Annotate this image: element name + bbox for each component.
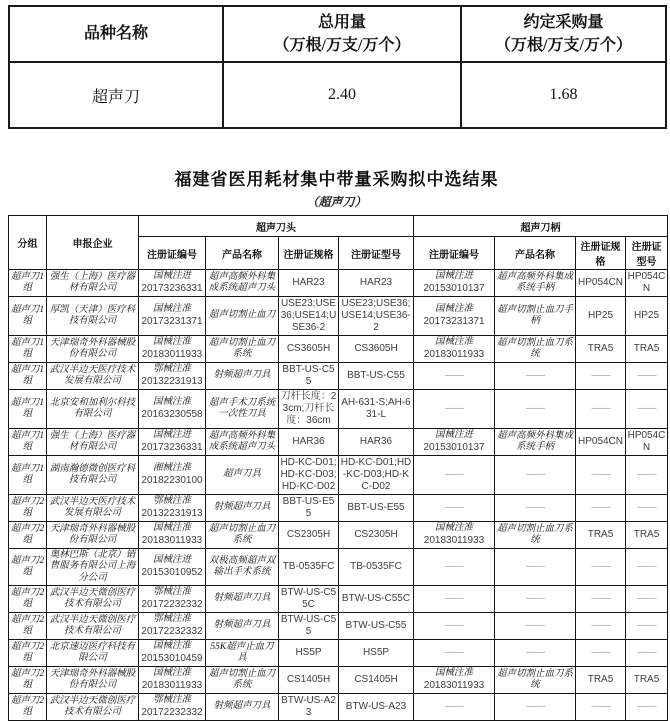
group-cell: 超声刀1组 — [9, 336, 47, 363]
result-row — [9, 297, 668, 336]
result-row — [9, 667, 668, 694]
head-reg-model-cell: BBT-US-E55 — [339, 495, 414, 522]
head-reg-no-cell — [139, 613, 206, 640]
handle-reg-spec-cell: HP054CN — [576, 270, 626, 297]
handle-reg-no-cell — [414, 667, 495, 694]
header-knife-head-group: 超声刀头 — [139, 216, 414, 237]
summary-total-value: 2.40 — [223, 62, 461, 128]
handle-reg-spec-cell: —— — [576, 586, 626, 613]
head-product-name-cell: 射频超声刀具 — [206, 586, 279, 613]
handle-reg-no-cell: —— — [414, 586, 495, 613]
head-reg-spec-cell: CS2305H — [279, 522, 339, 549]
head-product-name-cell: 射频超声刀具 — [206, 613, 279, 640]
handle-reg-no-cell — [414, 429, 495, 456]
reg-number: 20173231371 — [141, 316, 203, 328]
company-cell: 天津瑞奇外科器械股份有限公司 — [47, 522, 139, 549]
company-cell: 武汉半边天微创医疗技术有限公司 — [47, 613, 139, 640]
handle-reg-spec-cell: —— — [576, 390, 626, 429]
reg-number: 20153010137 — [423, 442, 485, 454]
head-reg-no-cell — [139, 667, 206, 694]
company-cell: 武汉半边天微创医疗技术有限公司 — [47, 694, 139, 721]
reg-number: 20172232332 — [141, 626, 203, 638]
head-product-name-cell: 超声高频外科集成系统超声刀头 — [206, 270, 279, 297]
group-cell: 超声刀2组 — [9, 549, 47, 586]
head-reg-model-cell: CS2305H — [339, 522, 414, 549]
group-cell: 超声刀2组 — [9, 522, 47, 549]
handle-reg-model-cell: —— — [626, 613, 668, 640]
reg-number: 20183011933 — [141, 535, 203, 547]
head-reg-no-cell — [139, 336, 206, 363]
handle-reg-model-cell: —— — [626, 390, 668, 429]
handle-reg-no-cell: —— — [414, 613, 495, 640]
handle-reg-model-cell: —— — [626, 363, 668, 390]
group-cell: 超声刀1组 — [9, 270, 47, 297]
header-head-reg-no: 注册证编号 — [139, 237, 206, 270]
handle-reg-no-cell: —— — [414, 390, 495, 429]
handle-reg-no-cell: —— — [414, 456, 495, 495]
head-reg-spec-cell: 刀杆长度：23cm;刀杆长度：36cm — [279, 390, 339, 429]
reg-number: 20183011933 — [423, 535, 485, 547]
reg-number: 20153010137 — [423, 283, 485, 295]
head-reg-model-cell: CS1405H — [339, 667, 414, 694]
result-row — [9, 495, 668, 522]
reg-number: 20172232332 — [141, 707, 203, 719]
head-product-name-cell: 超声高频外科集成系统超声刀头 — [206, 429, 279, 456]
reg-number: 20172232332 — [141, 599, 203, 611]
handle-product-name-cell: —— — [495, 549, 576, 586]
reg-prefix: 国械注准 — [152, 397, 191, 408]
head-reg-spec-cell: TB-0535FC — [279, 549, 339, 586]
summary-data-row — [9, 62, 666, 128]
head-product-name-cell: 超声刀具 — [206, 456, 279, 495]
company-cell: 武汉半边天微创医疗技术有限公司 — [47, 586, 139, 613]
handle-product-name-cell: —— — [495, 495, 576, 522]
company-cell: 奥林巴斯（北京）销售服务有限公司上海分公司 — [47, 549, 139, 586]
reg-prefix: 鄂械注准 — [152, 587, 191, 598]
result-row — [9, 613, 668, 640]
reg-prefix: 国械注进 — [152, 271, 191, 282]
handle-reg-spec-cell: —— — [576, 694, 626, 721]
header-handle-reg-model: 注册证型号 — [626, 237, 668, 270]
head-reg-no-cell — [139, 429, 206, 456]
handle-reg-no-cell: —— — [414, 363, 495, 390]
head-reg-no-cell — [139, 456, 206, 495]
company-cell: 天津瑞奇外科器械股份有限公司 — [47, 667, 139, 694]
company-cell: 湖南瀚德微创医疗科技有限公司 — [47, 456, 139, 495]
head-reg-spec-cell: USE23;USE36;USE14;USE36-2 — [279, 297, 339, 336]
reg-prefix: 国械注进 — [152, 555, 191, 566]
head-reg-no-cell — [139, 297, 206, 336]
head-reg-no-cell — [139, 363, 206, 390]
reg-number: 20153010459 — [141, 653, 203, 665]
handle-reg-no-cell: —— — [414, 495, 495, 522]
result-table — [8, 215, 668, 721]
handle-product-name-cell: 超声高频外科集成系统手柄 — [495, 429, 576, 456]
header-handle-reg-spec: 注册证规格 — [576, 237, 626, 270]
handle-reg-model-cell: —— — [626, 694, 668, 721]
header-head-reg-model: 注册证型号 — [339, 237, 414, 270]
handle-product-name-cell: —— — [495, 613, 576, 640]
reg-number: 20183011933 — [141, 680, 203, 692]
head-reg-model-cell: BBT-US-C55 — [339, 363, 414, 390]
reg-prefix: 国械注进 — [434, 271, 473, 282]
group-cell: 超声刀1组 — [9, 456, 47, 495]
handle-reg-no-cell — [414, 297, 495, 336]
head-reg-no-cell — [139, 495, 206, 522]
handle-reg-model-cell: —— — [626, 456, 668, 495]
handle-reg-no-cell: —— — [414, 640, 495, 667]
reg-number: 20183011933 — [423, 680, 485, 692]
handle-reg-model-cell: —— — [626, 549, 668, 586]
head-product-name-cell: 超声切割止血刀系统 — [206, 336, 279, 363]
header-company: 申报企业 — [47, 216, 139, 270]
group-cell: 超声刀2组 — [9, 495, 47, 522]
group-cell: 超声刀1组 — [9, 429, 47, 456]
head-reg-spec-cell: BBT-US-E55 — [279, 495, 339, 522]
reg-prefix: 国械注准 — [152, 641, 191, 652]
handle-product-name-cell: —— — [495, 694, 576, 721]
reg-number: 20132231913 — [141, 508, 203, 520]
reg-number: 20132231913 — [141, 376, 203, 388]
result-row — [9, 429, 668, 456]
reg-prefix: 国械注准 — [152, 523, 191, 534]
summary-product-name: 超声刀 — [9, 62, 223, 128]
head-reg-spec-cell: CS3605H — [279, 336, 339, 363]
reg-prefix: 国械注准 — [152, 337, 191, 348]
reg-number: 20183011933 — [423, 349, 485, 361]
reg-prefix: 国械注准 — [434, 337, 473, 348]
group-cell: 超声刀2组 — [9, 694, 47, 721]
handle-product-name-cell: 超声切割止血刀系统 — [495, 336, 576, 363]
head-reg-model-cell: BTW-US-C55C — [339, 586, 414, 613]
handle-reg-spec-cell: HP25 — [576, 297, 626, 336]
handle-reg-model-cell: HP25 — [626, 297, 668, 336]
reg-prefix: 国械注进 — [434, 430, 473, 441]
group-cell: 超声刀2组 — [9, 586, 47, 613]
head-reg-no-cell — [139, 694, 206, 721]
head-product-name-cell: 射频超声刀具 — [206, 694, 279, 721]
reg-prefix: 国械注准 — [434, 523, 473, 534]
page-subtitle: （超声刀） — [306, 195, 367, 209]
company-cell: 厚凯（天津）医疗科技有限公司 — [47, 297, 139, 336]
summary-header-total-line2: （万根/万支/万个） — [273, 37, 411, 54]
result-row — [9, 549, 668, 586]
head-reg-model-cell: HD-KC-D01;HD-KC-D03;HD-KC-D02 — [339, 456, 414, 495]
handle-reg-no-cell — [414, 270, 495, 297]
head-reg-model-cell: AH-631-S;AH-631-L — [339, 390, 414, 429]
summary-header-agreed-line1: 约定采购量 — [523, 13, 604, 31]
head-product-name-cell: 超声切割止血刀系统 — [206, 667, 279, 694]
summary-header-total — [223, 6, 461, 62]
result-row — [9, 456, 668, 495]
summary-header-product: 品种名称 — [9, 6, 223, 62]
head-reg-model-cell: HAR23 — [339, 270, 414, 297]
company-cell: 强生（上海）医疗器材有限公司 — [47, 270, 139, 297]
group-cell: 超声刀2组 — [9, 613, 47, 640]
head-reg-spec-cell: HD-KC-D01;HD-KC-D03;HD-KC-D02 — [279, 456, 339, 495]
reg-prefix: 国械注准 — [152, 304, 191, 315]
handle-reg-spec-cell: —— — [576, 613, 626, 640]
reg-prefix: 鄂械注准 — [152, 364, 191, 375]
reg-prefix: 湘械注准 — [152, 463, 191, 474]
result-row — [9, 270, 668, 297]
head-product-name-cell: 射频超声刀具 — [206, 495, 279, 522]
header-handle-reg-no: 注册证编号 — [414, 237, 495, 270]
head-reg-model-cell: BTW-US-C55 — [339, 613, 414, 640]
handle-reg-spec-cell: —— — [576, 640, 626, 667]
reg-prefix: 国械注准 — [434, 668, 473, 679]
company-cell: 强生（上海）医疗器材有限公司 — [47, 429, 139, 456]
handle-reg-no-cell — [414, 336, 495, 363]
head-reg-spec-cell: BTW-US-C55C — [279, 586, 339, 613]
header-knife-handle-group: 超声刀柄 — [414, 216, 668, 237]
head-reg-spec-cell: BTW-US-C55 — [279, 613, 339, 640]
head-reg-model-cell: CS3605H — [339, 336, 414, 363]
reg-number: 20163230558 — [141, 409, 203, 421]
head-reg-model-cell: HAR36 — [339, 429, 414, 456]
handle-reg-no-cell — [414, 522, 495, 549]
group-cell: 超声刀2组 — [9, 667, 47, 694]
summary-header-total-line1: 总用量 — [317, 13, 366, 31]
head-product-name-cell: 超声切割止血刀 — [206, 297, 279, 336]
handle-reg-model-cell: TRA5 — [626, 667, 668, 694]
head-reg-spec-cell: HS5P — [279, 640, 339, 667]
handle-reg-model-cell: TRA5 — [626, 336, 668, 363]
handle-reg-no-cell: —— — [414, 694, 495, 721]
reg-prefix: 鄂械注准 — [152, 496, 191, 507]
head-reg-model-cell: TB-0535FC — [339, 549, 414, 586]
company-cell: 北京速迈医疗科技有限公司 — [47, 640, 139, 667]
handle-product-name-cell: 超声切割止血刀系统 — [495, 522, 576, 549]
reg-number: 20153010952 — [141, 567, 203, 579]
handle-product-name-cell: —— — [495, 456, 576, 495]
result-row — [9, 522, 668, 549]
head-reg-model-cell: BTW-US-A23 — [339, 694, 414, 721]
head-reg-model-cell: HS5P — [339, 640, 414, 667]
handle-product-name-cell: 超声高频外科集成系统手柄 — [495, 270, 576, 297]
reg-prefix: 国械注准 — [152, 668, 191, 679]
head-reg-model-cell: USE23;USE36;USE14;USE36-2 — [339, 297, 414, 336]
head-reg-no-cell — [139, 390, 206, 429]
company-cell: 北京安和加利尔科技有限公司 — [47, 390, 139, 429]
handle-product-name-cell: —— — [495, 640, 576, 667]
group-cell: 超声刀1组 — [9, 297, 47, 336]
summary-agreed-value: 1.68 — [461, 62, 666, 128]
handle-reg-spec-cell: —— — [576, 363, 626, 390]
result-row — [9, 363, 668, 390]
header-group: 分组 — [9, 216, 47, 270]
head-reg-no-cell — [139, 522, 206, 549]
head-reg-spec-cell: HAR36 — [279, 429, 339, 456]
group-cell: 超声刀1组 — [9, 363, 47, 390]
head-product-name-cell: 超声切割止血刀系统 — [206, 522, 279, 549]
handle-reg-no-cell: —— — [414, 549, 495, 586]
result-row — [9, 694, 668, 721]
head-reg-no-cell — [139, 549, 206, 586]
handle-reg-spec-cell: TRA5 — [576, 336, 626, 363]
head-reg-no-cell — [139, 270, 206, 297]
reg-number: 20173236331 — [141, 442, 203, 454]
reg-number: 20173231371 — [423, 316, 485, 328]
reg-prefix: 鄂械注准 — [152, 614, 191, 625]
header-handle-product-name: 产品名称 — [495, 237, 576, 270]
summary-header-agreed-line2: （万根/万支/万个） — [495, 37, 632, 54]
company-cell: 天津瑞奇外科器械股份有限公司 — [47, 336, 139, 363]
handle-reg-spec-cell: —— — [576, 549, 626, 586]
reg-prefix: 鄂械注准 — [152, 695, 191, 706]
head-reg-spec-cell: CS1405H — [279, 667, 339, 694]
head-reg-no-cell — [139, 586, 206, 613]
summary-header-agreed — [461, 6, 666, 62]
reg-number: 20173236331 — [141, 283, 203, 295]
result-row — [9, 336, 668, 363]
reg-prefix: 国械注进 — [152, 430, 191, 441]
handle-product-name-cell: —— — [495, 390, 576, 429]
handle-reg-spec-cell: TRA5 — [576, 522, 626, 549]
result-row — [9, 390, 668, 429]
head-reg-spec-cell: HAR23 — [279, 270, 339, 297]
company-cell: 武汉半边天医疗技术发展有限公司 — [47, 363, 139, 390]
handle-product-name-cell: —— — [495, 363, 576, 390]
handle-reg-spec-cell: —— — [576, 495, 626, 522]
summary-table — [8, 5, 667, 129]
handle-reg-model-cell: TRA5 — [626, 522, 668, 549]
handle-reg-spec-cell: —— — [576, 456, 626, 495]
summary-header-row — [9, 6, 666, 62]
handle-reg-model-cell: —— — [626, 586, 668, 613]
page-title: 福建省医用耗材集中带量采购拟中选结果 — [174, 170, 499, 189]
head-reg-spec-cell: BTW-US-A23 — [279, 694, 339, 721]
handle-reg-model-cell: —— — [626, 495, 668, 522]
result-rows — [9, 270, 668, 721]
head-product-name-cell: 射频超声刀具 — [206, 363, 279, 390]
reg-prefix: 国械注准 — [434, 304, 473, 315]
handle-reg-spec-cell: HP054CN — [576, 429, 626, 456]
head-product-name-cell: 55K超声止血刀具 — [206, 640, 279, 667]
handle-reg-model-cell: HP054CN — [626, 270, 668, 297]
handle-reg-spec-cell: TRA5 — [576, 667, 626, 694]
head-reg-no-cell — [139, 640, 206, 667]
group-cell: 超声刀1组 — [9, 390, 47, 429]
result-row — [9, 586, 668, 613]
head-product-name-cell: 双极高频超声双输出手术系统 — [206, 549, 279, 586]
company-cell: 武汉半边天医疗技术发展有限公司 — [47, 495, 139, 522]
head-reg-spec-cell: BBT-US-C55 — [279, 363, 339, 390]
header-head-product-name: 产品名称 — [206, 237, 279, 270]
handle-reg-model-cell: —— — [626, 640, 668, 667]
handle-product-name-cell: —— — [495, 586, 576, 613]
handle-product-name-cell: 超声切割止血刀系统 — [495, 667, 576, 694]
result-header-group-row — [9, 216, 668, 237]
reg-number: 20183011933 — [141, 349, 203, 361]
head-product-name-cell: 超声手术刀系统一次性刀具 — [206, 390, 279, 429]
reg-number: 20182230100 — [141, 475, 203, 487]
group-cell: 超声刀2组 — [9, 640, 47, 667]
handle-product-name-cell: 超声切割止血刀手柄 — [495, 297, 576, 336]
header-head-reg-spec: 注册证规格 — [279, 237, 339, 270]
handle-reg-model-cell: HP054CN — [626, 429, 668, 456]
result-row — [9, 640, 668, 667]
